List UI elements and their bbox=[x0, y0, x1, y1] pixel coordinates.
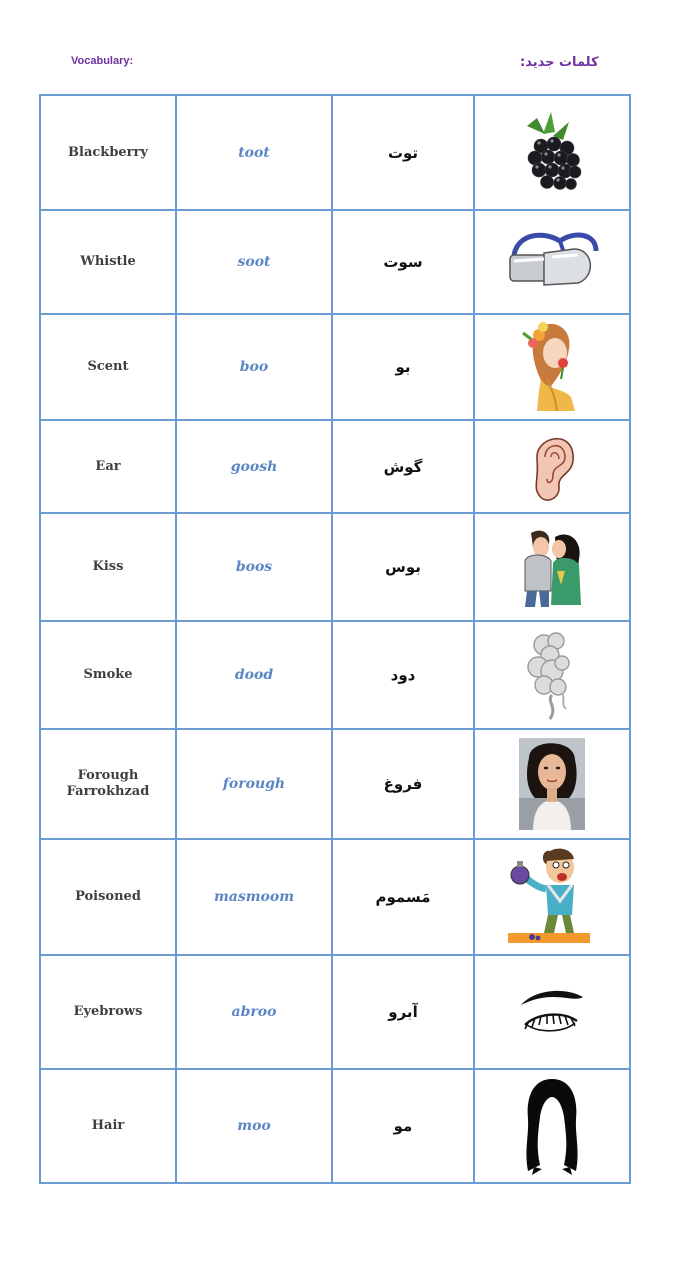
picture-cell bbox=[474, 839, 630, 955]
transliteration: forough bbox=[176, 729, 332, 839]
hair-icon bbox=[522, 1077, 582, 1175]
persian-word: مو bbox=[332, 1069, 474, 1183]
table-row bbox=[40, 621, 630, 729]
table-row bbox=[40, 210, 630, 314]
blackberry-icon bbox=[507, 108, 597, 198]
transliteration: boos bbox=[176, 513, 332, 621]
picture-cell bbox=[474, 621, 630, 729]
persian-word: آبرو bbox=[332, 955, 474, 1069]
whistle-icon bbox=[504, 227, 600, 297]
kissing-couple-icon bbox=[517, 525, 587, 609]
transliteration: goosh bbox=[176, 420, 332, 513]
table-row bbox=[40, 513, 630, 621]
persian-word: بوس bbox=[332, 513, 474, 621]
picture-cell bbox=[474, 955, 630, 1069]
picture-cell bbox=[474, 210, 630, 314]
persian-word: توت bbox=[332, 95, 474, 210]
english-word: Forough Farrokhzad bbox=[40, 729, 176, 839]
english-word: Poisoned bbox=[40, 839, 176, 955]
girl-smelling-flower-icon bbox=[517, 319, 587, 415]
english-word: Smoke bbox=[40, 621, 176, 729]
persian-word: سوت bbox=[332, 210, 474, 314]
transliteration: boo bbox=[176, 314, 332, 420]
transliteration: moo bbox=[176, 1069, 332, 1183]
table-row bbox=[40, 420, 630, 513]
picture-cell bbox=[474, 513, 630, 621]
transliteration: toot bbox=[176, 95, 332, 210]
transliteration: soot bbox=[176, 210, 332, 314]
eyebrows-icon bbox=[517, 987, 587, 1037]
transliteration: abroo bbox=[176, 955, 332, 1069]
smoke-icon bbox=[522, 629, 582, 721]
table-row bbox=[40, 314, 630, 420]
table-row bbox=[40, 839, 630, 955]
transliteration: masmoom bbox=[176, 839, 332, 955]
picture-cell bbox=[474, 729, 630, 839]
persian-word: فروغ bbox=[332, 729, 474, 839]
english-word: Hair bbox=[40, 1069, 176, 1183]
persian-word: بو bbox=[332, 314, 474, 420]
table-row bbox=[40, 95, 630, 210]
english-word: Kiss bbox=[40, 513, 176, 621]
english-word: Scent bbox=[40, 314, 176, 420]
portrait-photo-icon bbox=[519, 738, 585, 830]
ear-icon bbox=[527, 429, 577, 505]
picture-cell bbox=[474, 95, 630, 210]
table-row bbox=[40, 955, 630, 1069]
english-word: Eyebrows bbox=[40, 955, 176, 1069]
english-word: Whistle bbox=[40, 210, 176, 314]
picture-cell bbox=[474, 314, 630, 420]
poisoned-man-icon bbox=[502, 845, 602, 949]
persian-word: مَسموم bbox=[332, 839, 474, 955]
new-words-heading: کلمات جدید: bbox=[520, 55, 599, 70]
table-row bbox=[40, 729, 630, 839]
persian-word: گوش bbox=[332, 420, 474, 513]
transliteration: dood bbox=[176, 621, 332, 729]
table-row bbox=[40, 1069, 630, 1183]
english-word: Blackberry bbox=[40, 95, 176, 210]
picture-cell bbox=[474, 420, 630, 513]
vocabulary-heading: Vocabulary: bbox=[71, 55, 134, 67]
picture-cell bbox=[474, 1069, 630, 1183]
persian-word: دود bbox=[332, 621, 474, 729]
vocabulary-table bbox=[39, 94, 631, 1184]
english-word: Ear bbox=[40, 420, 176, 513]
